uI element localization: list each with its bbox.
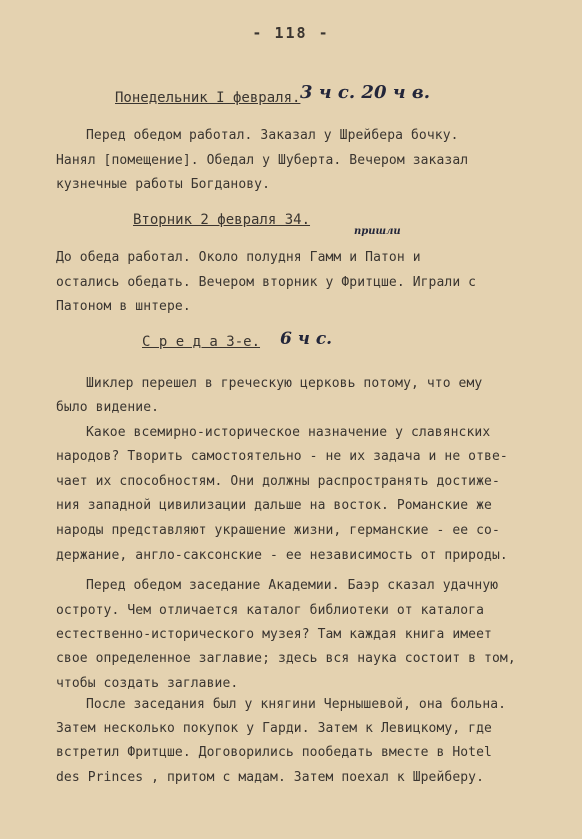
text-line: свое определенное заглавие; здесь вся наука состоит в том, — [56, 651, 516, 666]
text-line: чтобы создать заглавие. — [56, 676, 239, 691]
page-number: - 118 - — [252, 24, 330, 42]
text-line: остались обедать. Вечером вторник у Фритцше. Играли с — [56, 275, 477, 290]
entry-heading-wednesday: С р е д а 3-е. — [142, 334, 261, 350]
text-line: Какое всемирно-историческое назначение у славянских — [86, 425, 491, 440]
text-line: Перед обедом заседание Академии. Баэр сказал удачную — [86, 578, 499, 593]
handwritten-note-tuesday: пришли — [354, 226, 401, 237]
text-line: народов? Творить самостоятельно - не их задача и не отве- — [56, 449, 508, 464]
text-line: После заседания был у княгини Чернышевой, она больна. — [86, 697, 507, 712]
text-line: Перед обедом работал. Заказал у Шрейбера бочку. — [86, 128, 459, 143]
text-line: естественно-исторического музея? Там каждая книга имеет — [56, 627, 492, 642]
entry-heading-monday: Понедельник I февраля. — [115, 90, 301, 106]
text-line: des Princes , притом с мадам. Затем поехал к Шрейберу. — [56, 770, 485, 785]
text-line: До обеда работал. Около полудня Гамм и Патон и — [56, 250, 421, 265]
text-line: кузнечные работы Богданову. — [56, 177, 271, 192]
text-line: остроту. Чем отличается каталог библиотеки от каталога — [56, 603, 485, 618]
text-line: Нанял [помещение]. Обедал у Шуберта. Вечером заказал — [56, 153, 469, 168]
entry-heading-tuesday: Вторник 2 февраля 34. — [133, 212, 311, 228]
text-line: встретил Фритцше. Договорились пообедать вместе в Hotel — [56, 745, 492, 760]
text-line: Патоном в шнтере. — [56, 299, 191, 314]
text-line: ния западной цивилизации дальше на восток. Романские же — [56, 498, 492, 513]
text-line: держание, англо-саксонские - ее независимость от природы. — [56, 548, 508, 563]
handwritten-note-wednesday: 6 ч с. — [280, 329, 333, 349]
text-line: чает их способностям. Они должны распространять достиже- — [56, 474, 500, 489]
text-line: Шиклер перешел в греческую церковь потому, что ему — [86, 376, 483, 391]
text-line: народы представляют украшение жизни, германские - ее со- — [56, 523, 500, 538]
text-line: Затем несколько покупок у Гарди. Затем к Левицкому, где — [56, 721, 492, 736]
text-line: было видение. — [56, 400, 160, 415]
handwritten-note-monday: 3 ч с. 20 ч в. — [300, 82, 430, 103]
